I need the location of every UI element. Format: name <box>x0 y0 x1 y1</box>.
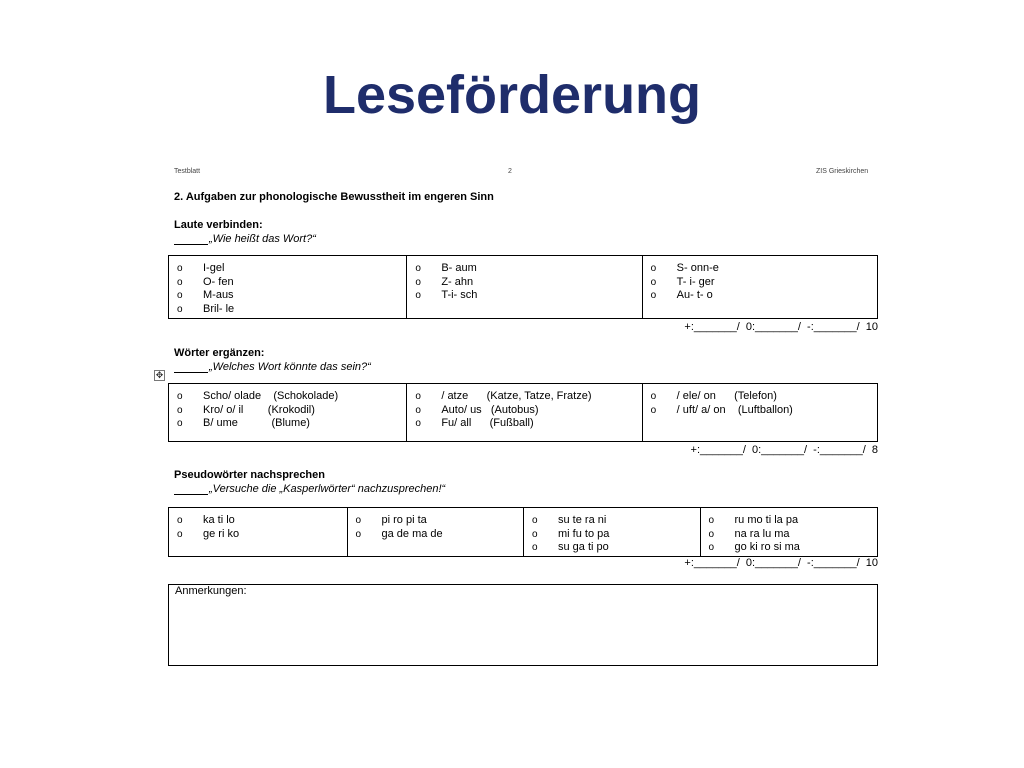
list-item <box>532 541 694 555</box>
task3-score: +:_______/ 0:_______/ -:_______/ 10 <box>684 557 878 569</box>
list-item <box>709 514 872 528</box>
item-text: Kro/ o/ il (Krokodil) <box>203 403 315 416</box>
task3-heading: Pseudowörter nachsprechen <box>174 469 325 481</box>
bullet-icon: o <box>177 391 183 402</box>
task3-column <box>169 508 347 556</box>
item-text: pi ro pi ta <box>381 514 427 526</box>
list-item <box>651 289 871 303</box>
bullet-icon: o <box>355 528 362 540</box>
task3-column <box>347 508 524 556</box>
item-text: / uft/ a/ on (Luftballon) <box>676 403 793 416</box>
bullet-icon: o <box>415 263 421 274</box>
task2-score: +:_______/ 0:_______/ -:_______/ 8 <box>690 444 878 456</box>
task1-heading: Laute verbinden: <box>174 219 263 231</box>
item-text: Au- t- o <box>676 289 713 301</box>
item-text: B- aum <box>441 262 477 274</box>
bullet-icon: o <box>708 528 715 540</box>
list-item <box>709 528 872 542</box>
item-text: go ki ro si ma <box>734 541 800 553</box>
item-text: M-aus <box>203 289 234 301</box>
header-left: Testblatt <box>174 168 201 175</box>
item-text: ge ri ko <box>203 527 240 540</box>
notes-label: Anmerkungen: <box>175 585 247 597</box>
task2-heading: Wörter ergänzen: <box>174 347 265 359</box>
bullet-icon: o <box>708 542 715 553</box>
list-item <box>177 514 341 528</box>
bullet-icon: o <box>650 263 657 274</box>
task3-column <box>700 508 878 556</box>
item-text: T-i- sch <box>441 289 478 301</box>
notes-box[interactable] <box>168 584 878 666</box>
item-text: ga de ma de <box>381 527 443 540</box>
bullet-icon: o <box>177 418 183 429</box>
item-text: su ga ti po <box>558 541 609 553</box>
bullet-icon: o <box>650 391 657 402</box>
list-item <box>651 390 871 404</box>
item-text: I-gel <box>203 262 225 274</box>
list-item <box>415 404 635 418</box>
section-title: 2. Aufgaben zur phonologische Bewusstheit im engeren Sinn <box>174 191 494 203</box>
list-item <box>356 528 518 542</box>
list-item <box>177 528 341 542</box>
bullet-icon: o <box>415 391 421 402</box>
list-item <box>415 417 635 431</box>
list-item <box>415 390 635 404</box>
list-item <box>177 404 400 418</box>
task2-table <box>168 383 878 442</box>
task2-column <box>169 384 406 441</box>
bullet-icon: o <box>177 290 183 301</box>
item-text: ru mo ti la pa <box>734 514 799 526</box>
item-text: / atze (Katze, Tatze, Fratze) <box>441 390 592 402</box>
list-item <box>651 404 871 418</box>
task3-instruction: „Versuche die „Kasperlwörter“ nachzusprechen!“ <box>174 483 445 495</box>
bullet-icon: o <box>177 263 183 274</box>
item-text: Z- ahn <box>441 275 474 288</box>
slide-title: Leseförderung <box>322 65 702 125</box>
item-text: su te ra ni <box>558 514 607 526</box>
list-item <box>532 528 694 542</box>
bullet-icon: o <box>177 528 183 540</box>
task1-column <box>406 256 641 318</box>
bullet-icon: o <box>415 290 421 301</box>
task2-column <box>642 384 877 441</box>
item-text: Fu/ all (Fußball) <box>441 417 534 429</box>
task1-column <box>169 256 406 318</box>
worksheet <box>155 160 880 680</box>
bullet-icon: o <box>355 515 362 526</box>
bullet-icon: o <box>532 528 538 540</box>
task3-table <box>168 507 878 557</box>
bullet-icon: o <box>650 404 657 416</box>
task1-column <box>642 256 877 318</box>
task2-column <box>406 384 641 441</box>
list-item <box>177 276 400 290</box>
list-item <box>415 262 635 276</box>
task1-instruction: „Wie heißt das Wort?“ <box>174 233 316 245</box>
bullet-icon: o <box>177 515 183 526</box>
item-text: O- fen <box>203 275 234 288</box>
bullet-icon: o <box>177 303 183 315</box>
list-item <box>177 417 400 431</box>
task1-table <box>168 255 878 319</box>
item-text: mi fu to pa <box>558 527 610 540</box>
task3-column <box>523 508 700 556</box>
item-text: Auto/ us (Autobus) <box>441 403 539 416</box>
item-text: B/ ume (Blume) <box>203 417 310 429</box>
bullet-icon: o <box>177 276 183 288</box>
list-item <box>177 262 400 276</box>
task2-instruction: „Welches Wort könnte das sein?“ <box>174 361 371 373</box>
header-right: ZIS Grieskirchen <box>816 168 869 175</box>
bullet-icon: o <box>415 418 421 429</box>
list-item <box>415 289 635 303</box>
item-text: Bril- le <box>203 302 235 315</box>
bullet-icon: o <box>415 404 421 416</box>
item-text: Scho/ olade (Schokolade) <box>203 390 339 402</box>
list-item <box>415 276 635 290</box>
bullet-icon: o <box>415 276 421 288</box>
header-center: 2 <box>508 168 512 175</box>
bullet-icon: o <box>177 404 183 416</box>
item-text: T- i- ger <box>676 275 715 288</box>
list-item <box>651 276 871 290</box>
task1-score: +:_______/ 0:_______/ -:_______/ 10 <box>684 321 878 333</box>
bullet-icon: o <box>532 542 538 553</box>
item-text: / ele/ on (Telefon) <box>676 390 777 402</box>
bullet-icon: o <box>650 276 657 288</box>
list-item <box>356 514 518 528</box>
bullet-icon: o <box>650 290 657 301</box>
list-item <box>177 303 400 317</box>
move-handle-icon[interactable]: ✥ <box>155 370 164 380</box>
list-item <box>177 390 400 404</box>
item-text: S- onn-e <box>676 262 719 274</box>
list-item <box>709 541 872 555</box>
bullet-icon: o <box>708 515 715 526</box>
list-item <box>177 289 400 303</box>
item-text: na ra lu ma <box>734 527 790 540</box>
item-text: ka ti lo <box>203 514 235 526</box>
list-item <box>651 262 871 276</box>
list-item <box>532 514 694 528</box>
bullet-icon: o <box>532 515 538 526</box>
